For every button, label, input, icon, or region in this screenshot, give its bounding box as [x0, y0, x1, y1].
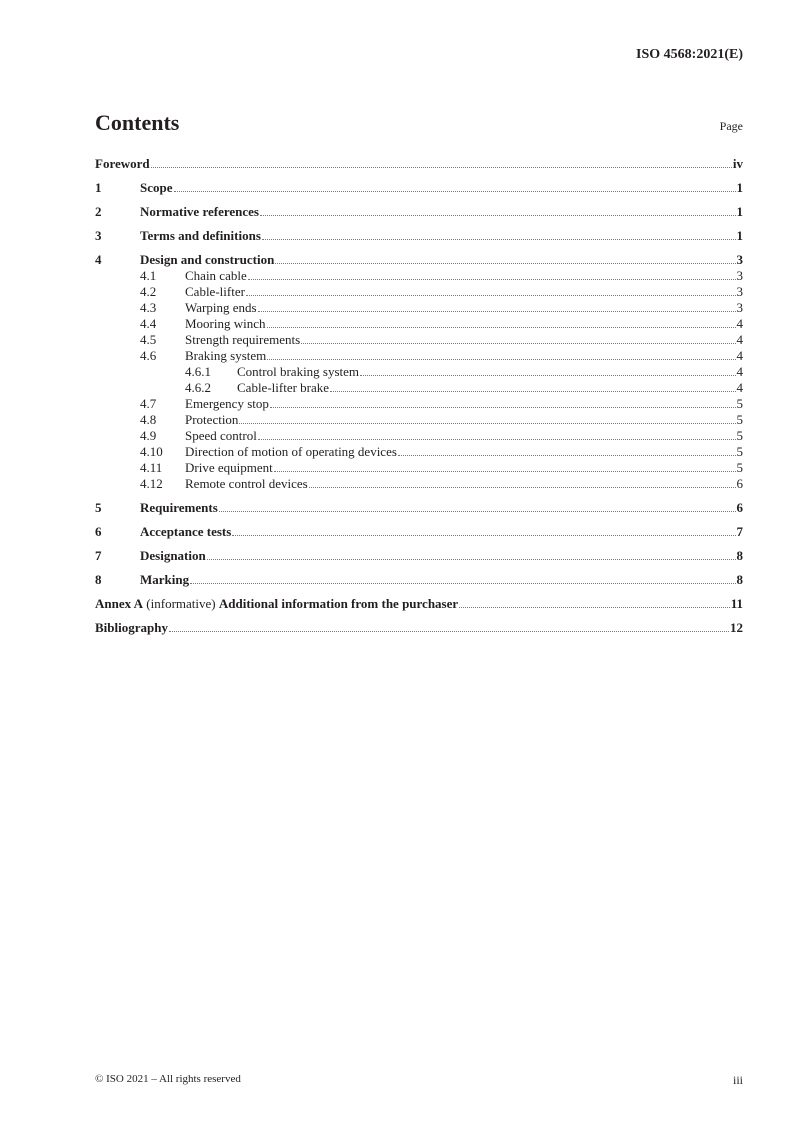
- toc-entry-number: 4.7: [140, 396, 157, 411]
- toc-entry-page: 8: [736, 572, 743, 587]
- toc-entry-page: 4: [736, 316, 743, 331]
- toc-entry[interactable]: [95, 564, 743, 588]
- dot-leader: [258, 311, 736, 312]
- dot-leader: [398, 455, 736, 456]
- annex-title: Additional information from the purchaser: [218, 596, 459, 611]
- dot-leader: [270, 407, 736, 408]
- page-column-label: Page: [719, 119, 743, 133]
- toc-entry-title: Normative references: [140, 204, 259, 219]
- toc-entry-page: 4: [736, 348, 743, 363]
- dot-leader: [190, 583, 735, 584]
- toc-entry-title: Foreword: [95, 156, 150, 171]
- toc-entry[interactable]: [95, 460, 743, 476]
- toc-entry-title: Cable-lifter brake: [237, 380, 330, 395]
- dot-leader: [219, 511, 736, 512]
- toc-entry-number: 8: [95, 572, 102, 587]
- toc-entry[interactable]: [95, 540, 743, 564]
- toc-entry-number: 2: [95, 204, 102, 219]
- dot-leader: [239, 423, 735, 424]
- toc-entry-title: Cable-lifter: [185, 284, 245, 299]
- toc-entry[interactable]: [95, 612, 743, 636]
- toc-entry[interactable]: [95, 396, 743, 412]
- toc-entry-number: 4.6: [140, 348, 157, 363]
- toc-entry[interactable]: [95, 244, 743, 268]
- toc-entry-title: Designation: [140, 548, 206, 563]
- toc-entry[interactable]: [95, 316, 743, 332]
- dot-leader: [267, 327, 736, 328]
- toc-entry-page: 11: [730, 596, 743, 611]
- dot-leader: [262, 239, 736, 240]
- toc-entry-page: 12: [730, 620, 743, 635]
- toc-entry-page: 8: [736, 548, 743, 563]
- toc-entry-title: Mooring winch: [185, 316, 266, 331]
- toc-entry-number: 4.1: [140, 268, 157, 283]
- toc-entry-number: 4.10: [140, 444, 163, 459]
- toc-entry[interactable]: [95, 380, 743, 396]
- toc-entry[interactable]: [95, 268, 743, 284]
- toc-entry-page: 3: [736, 284, 743, 299]
- toc-entry-title: Annex A: [95, 596, 144, 611]
- dot-leader: [301, 343, 735, 344]
- dot-leader: [151, 167, 732, 168]
- toc-entry-title: Protection: [185, 412, 239, 427]
- dot-leader: [246, 295, 736, 296]
- toc-entry-title: Emergency stop: [185, 396, 269, 411]
- dot-leader: [169, 631, 729, 632]
- toc-entry-title: Design and construction: [140, 252, 275, 267]
- annex-note: (informative): [146, 596, 216, 611]
- toc-entry[interactable]: [95, 492, 743, 516]
- toc-entry-page: 1: [736, 204, 743, 219]
- toc-entry-number: 4.4: [140, 316, 157, 331]
- toc-entry-title: Marking: [140, 572, 190, 587]
- toc-entry-number: 7: [95, 548, 102, 563]
- dot-leader: [309, 487, 736, 488]
- toc-entry-page: 1: [736, 180, 743, 195]
- dot-leader: [360, 375, 735, 376]
- toc-entry-title: Drive equipment: [185, 460, 273, 475]
- toc-entry[interactable]: [95, 196, 743, 220]
- toc-entry-page: 3: [736, 268, 743, 283]
- toc-entry-page: 4: [736, 364, 743, 379]
- toc-entry-title: Chain cable: [185, 268, 247, 283]
- toc-entry-page: 5: [736, 412, 743, 427]
- toc-entry[interactable]: [95, 364, 743, 380]
- toc-entry-number: 3: [95, 228, 102, 243]
- toc-entry[interactable]: [95, 332, 743, 348]
- toc-entry-page: 3: [736, 300, 743, 315]
- toc-entry[interactable]: [95, 284, 743, 300]
- toc-entry-page: 5: [736, 396, 743, 411]
- toc-entry[interactable]: [95, 588, 743, 612]
- toc-entry-page: 6: [736, 500, 743, 515]
- toc-entry-number: 4.5: [140, 332, 157, 347]
- toc-entry-number: 4.3: [140, 300, 157, 315]
- toc-entry-page: 5: [736, 444, 743, 459]
- toc-entry-page: 5: [736, 460, 743, 475]
- toc-entry-page: 1: [736, 228, 743, 243]
- toc-entry[interactable]: [95, 348, 743, 364]
- toc-entry[interactable]: [95, 300, 743, 316]
- toc-entry-title: Remote control devices: [185, 476, 308, 491]
- toc-entry[interactable]: [95, 444, 743, 460]
- toc-entry-title: Acceptance tests: [140, 524, 232, 539]
- toc-entry-title: Control braking system: [237, 364, 360, 379]
- toc-entry-page: 3: [736, 252, 743, 267]
- dot-leader: [330, 391, 735, 392]
- toc-entry-page: 4: [736, 380, 743, 395]
- toc-entry-title: Bibliography: [95, 620, 168, 635]
- footer-copyright: © ISO 2021 – All rights reserved: [95, 1073, 241, 1085]
- dot-leader: [258, 439, 736, 440]
- page-title: Contents: [95, 110, 180, 135]
- dot-leader: [267, 359, 735, 360]
- toc-entry-page: 4: [736, 332, 743, 347]
- toc-entry[interactable]: [95, 516, 743, 540]
- toc-entry[interactable]: [95, 220, 743, 244]
- toc-entry-number: 4.12: [140, 476, 163, 491]
- toc-entry-page: 7: [736, 524, 743, 539]
- toc-entry-title: Strength requirements: [185, 332, 301, 347]
- dot-leader: [274, 471, 736, 472]
- toc-entry[interactable]: [95, 476, 743, 492]
- toc-entry[interactable]: [95, 148, 743, 172]
- toc-entry-title: Speed control: [185, 428, 257, 443]
- toc-entry-number: 4.6.2: [185, 380, 211, 395]
- toc-entry-title: Braking system: [185, 348, 267, 363]
- toc-entry-number: 4.9: [140, 428, 157, 443]
- document-header: ISO 4568:2021(E): [636, 47, 743, 62]
- toc-entry-number: 4.11: [140, 460, 163, 475]
- toc-entry-number: 6: [95, 524, 102, 539]
- toc-entry-number: 4.6.1: [185, 364, 211, 379]
- toc-entry[interactable]: [95, 172, 743, 196]
- toc-entry-title: Direction of motion of operating devices: [185, 444, 397, 459]
- toc-entry-number: 4.8: [140, 412, 157, 427]
- toc-entry-number: 1: [95, 180, 102, 195]
- dot-leader: [174, 191, 736, 192]
- toc-entry[interactable]: [95, 412, 743, 428]
- footer-page-number: iii: [732, 1073, 743, 1087]
- dot-leader: [275, 263, 735, 264]
- dot-leader: [260, 215, 736, 216]
- dot-leader: [459, 607, 730, 608]
- dot-leader: [207, 559, 736, 560]
- toc-entry[interactable]: [95, 428, 743, 444]
- toc-entry-number: 4.2: [140, 284, 157, 299]
- toc-entry-page: iv: [732, 156, 743, 171]
- toc-entry-title: Terms and definitions: [140, 228, 261, 243]
- toc-entry-title: Scope: [140, 180, 173, 195]
- toc-entry-page: 5: [736, 428, 743, 443]
- toc-entry-page: 6: [736, 476, 743, 491]
- dot-leader: [248, 279, 736, 280]
- toc-entry-title: Requirements: [140, 500, 218, 515]
- toc-entry-number: 5: [95, 500, 102, 515]
- table-of-contents: [95, 148, 743, 636]
- toc-entry-title: Warping ends: [185, 300, 257, 315]
- dot-leader: [232, 535, 735, 536]
- toc-entry-number: 4: [95, 252, 102, 267]
